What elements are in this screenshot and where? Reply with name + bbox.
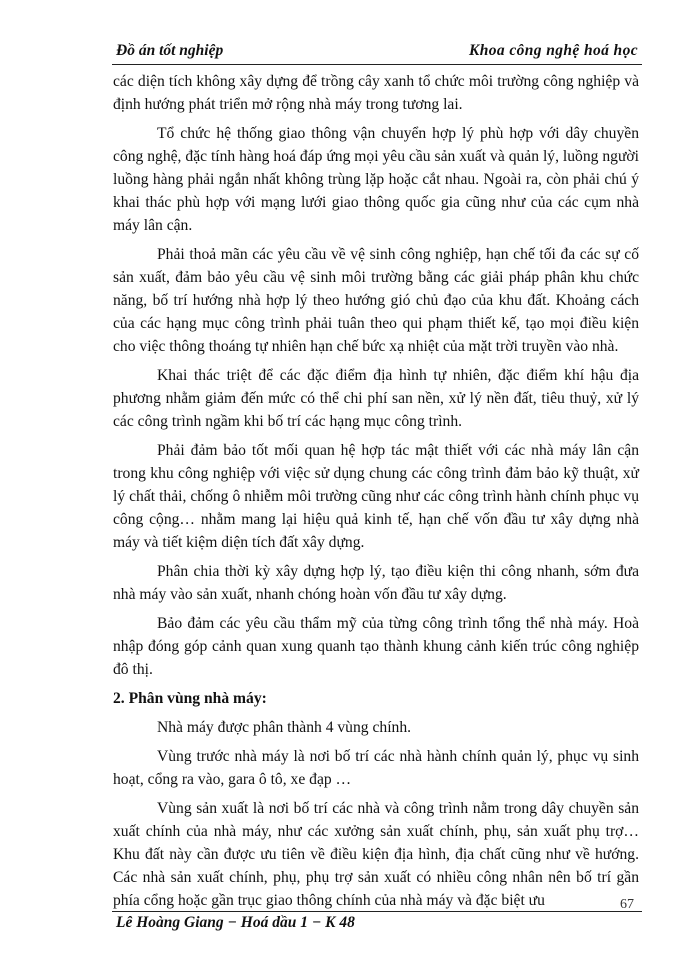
paragraph: Vùng trước nhà máy là nơi bố trí các nhà hành chính quản lý, phục vụ sinh hoạt, cổng ra vào, gara ô tô, xe đạp …	[113, 748, 639, 788]
header-right-title: Khoa công nghệ hoá học	[469, 42, 638, 59]
paragraph: Tổ chức hệ thống giao thông vận chuyển hợp lý phù hợp với dây chuyền công nghệ, đặc tính hàng hoá đáp ứng mọi yêu cầu sản xuất và quản lý, luồng người luồng hàng phải ngắn nhất không trùng lặp hoặc cắt nhau. Ngoài ra, còn phải chú ý khai thác phù hợp với mạng lưới giao thông quốc gia cũng như của các cụm nhà máy lân cận.	[113, 125, 639, 234]
paragraph: Khai thác triệt để các đặc điểm địa hình tự nhiên, đặc điểm khí hậu địa phương nhằm giảm đến mức có thể chi phí san nền, xử lý nền đất, tiêu thuỷ, xử lý các công trình ngầm khi bố trí các hạng mục công trình.	[113, 367, 639, 430]
paragraph: các diện tích không xây dựng để trồng cây xanh tổ chức môi trường công nghiệp và định hướng phát triển mở rộng nhà máy trong tương lai.	[113, 73, 639, 113]
footer-divider	[112, 911, 642, 912]
section-heading: 2. Phân vùng nhà máy:	[113, 690, 267, 707]
page-footer: Lê Hoàng Giang − Hoá dầu 1 − K 48	[116, 914, 355, 931]
paragraph: Vùng sản xuất là nơi bố trí các nhà và công trình nằm trong dây chuyền sản xuất chính của nhà máy, như các xưởng sản xuất chính, phụ, sản xuất phụ trợ… Khu đất này cần được ưu tiên về điều kiện địa hình, địa chất cũng như về hướng. Các nhà sản xuất chính, phụ, phụ trợ sản xuất có nhiều công nhân nên bố trí gần phía cổng hoặc gần trục giao thông chính của nhà máy và đặc biệt ưu	[113, 800, 639, 909]
page-number: 67	[620, 897, 634, 912]
paragraph: Nhà máy được phân thành 4 vùng chính.	[157, 719, 412, 736]
document-body	[113, 70, 639, 918]
paragraph: Phân chia thời kỳ xây dựng hợp lý, tạo điều kiện thi công nhanh, sớm đưa nhà máy vào sản xuất, nhanh chóng hoàn vốn đầu tư xây dựng.	[113, 563, 639, 603]
page-header	[112, 40, 642, 65]
paragraph: Phải thoả mãn các yêu cầu về vệ sinh công nghiệp, hạn chế tối đa các sự cố sản xuất, đảm bảo yêu cầu vệ sinh môi trường bằng các giải pháp phân khu chức năng, bố trí hướng nhà hợp lý theo hướng gió chủ đạo của khu đất. Khoảng cách của các hạng mục công trình phải tuân theo qui phạm thiết kế, tạo mọi điều kiện cho việc thông thoáng tự nhiên hạn chế bức xạ nhiệt của mặt trời truyền vào nhà.	[113, 246, 639, 355]
paragraph: Phải đảm bảo tốt mối quan hệ hợp tác mật thiết với các nhà máy lân cận trong khu công nghiệp với việc sử dụng chung các công trình đảm bảo kỹ thuật, xử lý chất thải, chống ô nhiễm môi trường cũng như các công trình hành chính phục vụ công cộng… nhằm mang lại hiệu quả kinh tế, hạn chế vốn đầu tư xây dựng nhà máy và tiết kiệm diện tích đất xây dựng.	[113, 442, 639, 551]
paragraph: Bảo đảm các yêu cầu thẩm mỹ của từng công trình tổng thể nhà máy. Hoà nhập đóng góp cảnh quan xung quanh tạo thành khung cảnh kiến trúc công nghiệp đô thị.	[113, 615, 639, 678]
header-left-title: Đồ án tốt nghiệp	[116, 42, 224, 59]
